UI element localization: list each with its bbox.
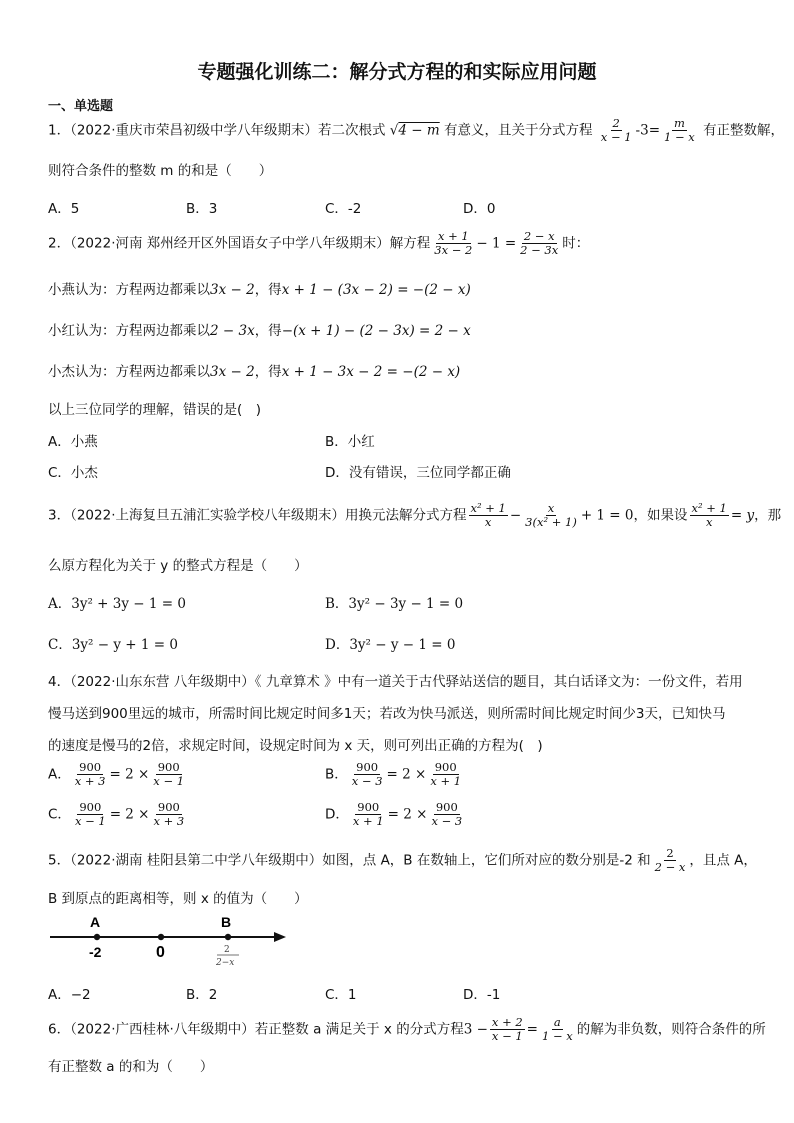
- fraction: $\frac{a}{1 - x}$: [541, 1015, 573, 1043]
- question-6-line-1: 6．（2022·广西桂林·八年级期中）若正整数 a 满足关于 x 的分式方程3 − $\frac{x + 2}{x - 1}$ = $\frac{a}{1 - x}$ 的解为非负数，则符合条件的所: [48, 1015, 766, 1043]
- q1-option-a: A．5: [48, 201, 80, 217]
- question-1-line-2: 则符合条件的整数 m 的和是（ ）: [48, 163, 273, 179]
- q2-statement-3: 小杰认为：方程两边都乘以3x − 2，得x + 1 − 3x − 2 = −(2 − x): [48, 364, 461, 380]
- q1-option-b: B．3: [186, 201, 218, 217]
- question-3-line-1: 3．（2022·上海复旦五浦汇实验学校八年级期末）用换元法解分式方程 $\frac{\text{x² + 1}}{x}$ − $\frac{x}{\text{3(x² + 1)}}$ + 1 = 0，如果设 $\frac{\text{x² + 1}}{x}$ = y，那: [48, 501, 782, 529]
- q1-option-d: D．0: [463, 201, 496, 217]
- arrow-head-icon: [274, 932, 286, 942]
- fraction: $\frac{x}{\text{3(x² + 1)}}$: [525, 501, 577, 529]
- q2-option-c: C．小杰: [48, 465, 98, 481]
- q3-option-d: D．3y² − y − 1 = 0: [325, 637, 456, 653]
- page-title: 专题强化训练二：解分式方程的和实际应用问题: [197, 61, 597, 83]
- q2-statement-1: 小燕认为：方程两边都乘以3x − 2，得x + 1 − (3x − 2) = −(2 − x): [48, 282, 471, 298]
- q1-text-b: 有意义，且关于分式方程: [444, 122, 593, 139]
- label-b-num: 2: [224, 945, 230, 955]
- question-2-line-1: [48, 230, 589, 257]
- q1-text-a: 1．（2022·重庆市荣昌初级中学八年级期末）若二次根式: [48, 122, 386, 139]
- q5-option-c: C．1: [325, 987, 357, 1003]
- section-heading: 一、单选题: [48, 99, 114, 114]
- q3-option-b: B．3y² − 3y − 1 = 0: [325, 596, 464, 612]
- q2-text-a: 2．（2022·河南 郑州经开区外国语女子中学八年级期末）解方程: [48, 235, 431, 252]
- question-4-line-3: 的速度是慢马的2倍，求规定时间，设规定时间为 x 天，则可列出正确的方程为( ): [48, 738, 543, 754]
- question-5-line-1: 5．（2022·湖南 桂阳县第二中学八年级期中）如图，点 A，B 在数轴上，它们所对应的数分别是-2 和 $\frac{2}{2 - x}$ ，且点 A，: [48, 846, 757, 874]
- label-b-den: 2−x: [216, 958, 235, 968]
- question-3-line-2: 么原方程化为关于 y 的整式方程是（ ）: [48, 558, 308, 574]
- q5-option-a: A．−2: [48, 987, 91, 1003]
- question-5-line-2: B 到原点的距离相等，则 x 的值为（ ）: [48, 891, 308, 907]
- q2-option-d: D．没有错误，三位同学都正确: [325, 465, 511, 481]
- fraction: $\frac{2 - x}{2 - 3x}$: [520, 229, 559, 257]
- fraction: $\frac{x + 1}{3x - 2}$: [434, 229, 473, 257]
- number-line-figure: [48, 910, 298, 972]
- question-6-line-2: 有正整数 a 的和为（ ）: [48, 1059, 214, 1075]
- fraction: $\frac{\text{x² + 1}}{x}$: [691, 501, 727, 529]
- origin-dot: [158, 934, 164, 940]
- q3-option-c: C．3y² − y + 1 = 0: [48, 637, 178, 653]
- equation-part: − 1 =: [476, 235, 517, 252]
- q2-ask: 以上三位同学的理解，错误的是( ): [48, 402, 262, 418]
- question-1-line-1: [48, 117, 784, 144]
- q4-option-c: C． $\frac{900}{x - 1}$ = 2 × $\frac{900}{x + 3}$: [48, 800, 185, 828]
- fraction: $\frac{2}{x - 1}$: [600, 116, 632, 144]
- label-a: A: [90, 914, 101, 930]
- q5-option-d: D．-1: [463, 987, 501, 1003]
- q2-option-b: B．小红: [325, 434, 375, 450]
- fraction: $\frac{2}{2 - x}$: [654, 846, 686, 874]
- q4-option-d: D． $\frac{900}{x + 1}$ = 2 × $\frac{900}{x - 3}$: [325, 800, 463, 828]
- q4-option-a: A． $\frac{900}{x + 3}$ = 2 × $\frac{900}{x - 1}$: [48, 760, 185, 788]
- q3-option-a: A．3y² + 3y − 1 = 0: [48, 596, 186, 612]
- q2-statement-2: 小红认为：方程两边都乘以2 − 3x，得−(x + 1) − (2 − 3x) = 2 − x: [48, 323, 471, 339]
- sqrt-expression: √4 − m: [389, 122, 440, 139]
- q1-option-c: C．-2: [325, 201, 362, 217]
- q1-text-c: 有正整数解，: [703, 122, 785, 139]
- fraction: $\frac{x + 2}{x - 1}$: [491, 1015, 523, 1043]
- q4-option-b: B． $\frac{900}{x - 3}$ = 2 × $\frac{900}{x + 1}$: [325, 760, 462, 788]
- point-b-dot: [225, 934, 231, 940]
- label-neg2: -2: [89, 944, 102, 960]
- fraction: $\frac{\text{x² + 1}}{x}$: [470, 501, 506, 529]
- question-4-line-1: 4．（2022·山东东营 八年级期中）《 九章算术 》中有一道关于古代驿站送信的题目，其白话译文为：一份文件，若用: [48, 674, 743, 690]
- q5-option-b: B．2: [186, 987, 218, 1003]
- q2-text-b: 时：: [562, 235, 590, 252]
- question-4-line-2: 慢马送到900里远的城市，所需时间比规定时间多1天；若改为快马派送，则所需时间比规定时间少3天，已知快马: [48, 706, 726, 722]
- fraction: $\frac{m}{1 - x}$: [664, 116, 695, 144]
- point-a-dot: [94, 934, 100, 940]
- equation-part: -3=: [635, 122, 661, 139]
- label-b: B: [221, 914, 232, 930]
- q2-option-a: A．小燕: [48, 434, 98, 450]
- label-zero: 0: [156, 944, 165, 961]
